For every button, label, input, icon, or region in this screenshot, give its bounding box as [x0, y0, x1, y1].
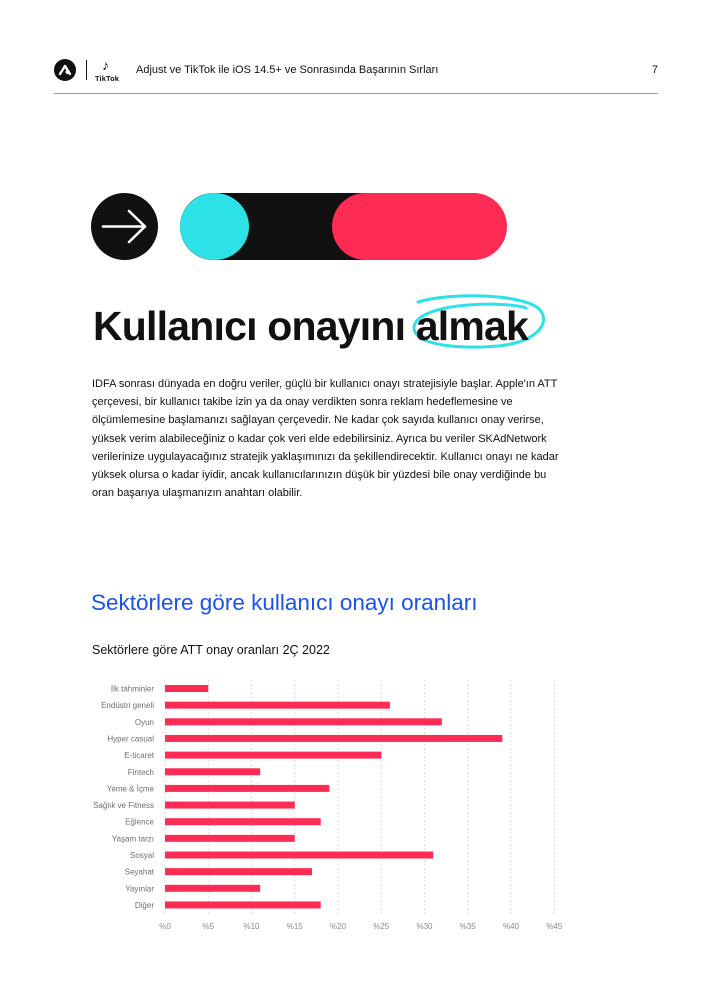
- bar: [165, 752, 381, 759]
- category-label: Yeme & İçme: [106, 784, 154, 794]
- bar: [165, 901, 321, 908]
- bar: [165, 802, 295, 809]
- bar: [165, 768, 260, 775]
- x-tick-label: %15: [286, 922, 303, 931]
- category-label: Oyun: [134, 717, 154, 727]
- bar: [165, 868, 312, 875]
- headline-text: Kullanıcı onayını: [93, 303, 416, 349]
- category-label: Hyper casual: [107, 734, 154, 744]
- bar: [165, 735, 502, 742]
- headline-highlight-text: almak: [415, 303, 529, 349]
- bar: [165, 685, 208, 692]
- category-label: Diğer: [134, 900, 154, 910]
- category-label: Endüstri geneli: [101, 701, 154, 711]
- x-tick-label: %5: [202, 922, 215, 931]
- x-tick-label: %20: [329, 922, 347, 931]
- x-tick-label: %30: [416, 922, 433, 931]
- x-tick-label: %35: [459, 922, 476, 931]
- chart-title: Sektörlere göre ATT onay oranları 2Ç 2022: [92, 643, 330, 657]
- x-tick-label: %25: [373, 922, 390, 931]
- category-label: Yayınlar: [125, 884, 154, 894]
- category-label: Fintech: [127, 767, 154, 777]
- bar: [165, 835, 295, 842]
- document-title: Adjust ve TikTok ile iOS 14.5+ ve Sonrasında Başarının Sırları: [136, 64, 439, 76]
- bar: [165, 818, 321, 825]
- category-label: Eğlence: [125, 817, 154, 827]
- category-label: Sağlık ve Fitness: [93, 801, 154, 811]
- x-tick-label: %10: [243, 922, 260, 931]
- tiktok-logo-icon: ♪ TikTok: [95, 57, 120, 83]
- tiktok-wordmark: TikTok: [95, 74, 120, 83]
- category-label: İlk tahminler: [110, 684, 154, 694]
- x-tick-label: %0: [159, 922, 171, 931]
- category-label: Seyahat: [124, 867, 154, 877]
- bar: [165, 785, 329, 792]
- bar: [165, 702, 390, 709]
- category-label: E-ticaret: [124, 751, 154, 761]
- x-tick-label: %40: [502, 922, 520, 931]
- bar: [165, 718, 442, 725]
- bar: [165, 852, 433, 859]
- category-label: Yaşam tarzı: [111, 834, 154, 844]
- category-label: Sosyal: [129, 851, 154, 860]
- bar: [165, 885, 260, 892]
- body-paragraph: IDFA sonrası dünyada en doğru veriler, güçlü bir kullanıcı onayı stratejisiyle başlar. Apple'ın ATT çerçevesi, bir kullanıcı takibe izin ya da onay verdikten sonra reklam hedeflemesine ve ölçümlemesine başlamanızı sağlayan çerçevedir. Ne kadar çok sayıda kullanıcı onay verirse, yüksek verim alabileceğiniz o kadar çok veri elde edebilirsiniz. Ayrıca bu veriler SKAdNetwork verilerinize uygulayacağınız stratejik yaklaşımınızı da şekillendirecektir. Kullanıcı onayı ne kadar yüksek olursa o kadar iyidir, ancak kullanıcılarınızın düşük bir yüzdesi bile onay verdiğinde bu oran başarıya ulaşmanızın anahtarı olabilir.: [92, 378, 559, 500]
- page-number: 7: [651, 64, 658, 76]
- section-title: Sektörlere göre kullanıcı onayı oranları: [91, 590, 478, 615]
- x-tick-label: %45: [546, 922, 563, 931]
